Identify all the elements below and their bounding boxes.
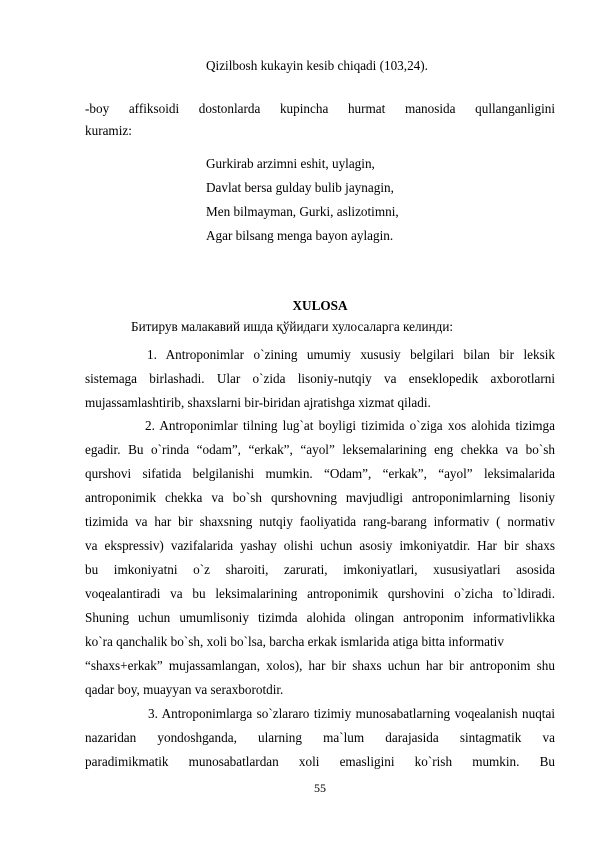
verse-line: Agar bilsang menga bayon aylagin. [206,228,394,243]
intro-line: Битирув малакавий ишда қўйидаги хулосаларга келинди: [131,319,454,334]
paragraph-line: Shuning uchun umumlisoniy tizimda alohida olingan antroponim informativlikka [85,610,555,625]
paragraph-line: mujassamlashtirib, shaxslarni bir-biridan ajratishga xizmat qiladi. [85,395,431,410]
paragraph-line: sistemaga birlashadi. Ular o`zida lisoniy-nutqiy va enseklopedik axborotlarni [85,371,555,386]
paragraph-line: voqealantiradi va bu leksimalarining antroponimik qurshovini o`zicha to`ldiradi. [85,586,555,601]
paragraph-line: “shaxs+erkak” mujassamlangan, xolos), har bir shaxs uchun har bir antroponim shu [85,658,555,673]
paragraph-line: -boy affiksoidi dostonlarda kupincha hurmat manosida qullanganligini [85,101,555,116]
verse-line: Men bilmayman, Gurki, aslizotimni, [206,204,399,219]
verse-line: Davlat bersa gulday bulib jaynagin, [206,180,394,195]
paragraph-line: ko`ra qanchalik bo`sh, xoli bo`lsa, barcha erkak ismlarida atiga bitta informativ [85,634,504,649]
paragraph-line: egadir. Bu o`rinda “odam”, “erkak”, “ayol” leksemalarining eng chekka va bo`sh [85,442,555,457]
paragraph-line: 3. Antroponimlarga so`zlararo tizimiy munosabatlarning voqealanish nuqtai [148,706,555,721]
paragraph-line: nazaridan yondoshganda, ularning ma`lum darajasida sintagmatik va [85,730,555,745]
paragraph-line: kuramiz: [85,123,132,138]
paragraph-line: paradimikmatik munosabatlardan xoli emasligini ko`rish mumkin. Bu [85,754,555,769]
paragraph-line: antroponimik chekka va bo`sh qurshovning mavjudligi antroponimlarning lisoniy [85,490,555,505]
verse-line: Qizilbosh kukayin kesib chiqadi (103,24). [206,58,428,73]
section-heading: XULOSA [292,298,348,313]
paragraph-line: 1. Antroponimlar o`zining umumiy xususiy belgilari bilan bir leksik [147,347,555,362]
paragraph-line: va ekspressiv) vazifalarida yashay olishi uchun asosiy imkoniyatdir. Har bir shaxs [85,538,555,553]
paragraph-line: bu imkoniyatni o`z sharoiti, zarurati, imkoniyatlari, xususiyatlari asosida [85,562,555,577]
page-number: 55 [314,781,326,795]
paragraph-line: qadar boy, muayyan va seraxborotdir. [85,682,284,697]
paragraph-line: qurshovi sifatida belgilanishi mumkin. “Odam”, “erkak”, “ayol” leksimalarida [85,466,555,481]
paragraph-line: tizimida va har bir shaxsning nutqiy faoliyatida rang-barang informativ ( normativ [85,514,555,529]
verse-line: Gurkirab arzimni eshit, uylagin, [206,156,375,171]
paragraph-line: 2. Antroponimlar tilning lug`at boyligi tizimida o`ziga xos alohida tizimga [145,418,555,433]
